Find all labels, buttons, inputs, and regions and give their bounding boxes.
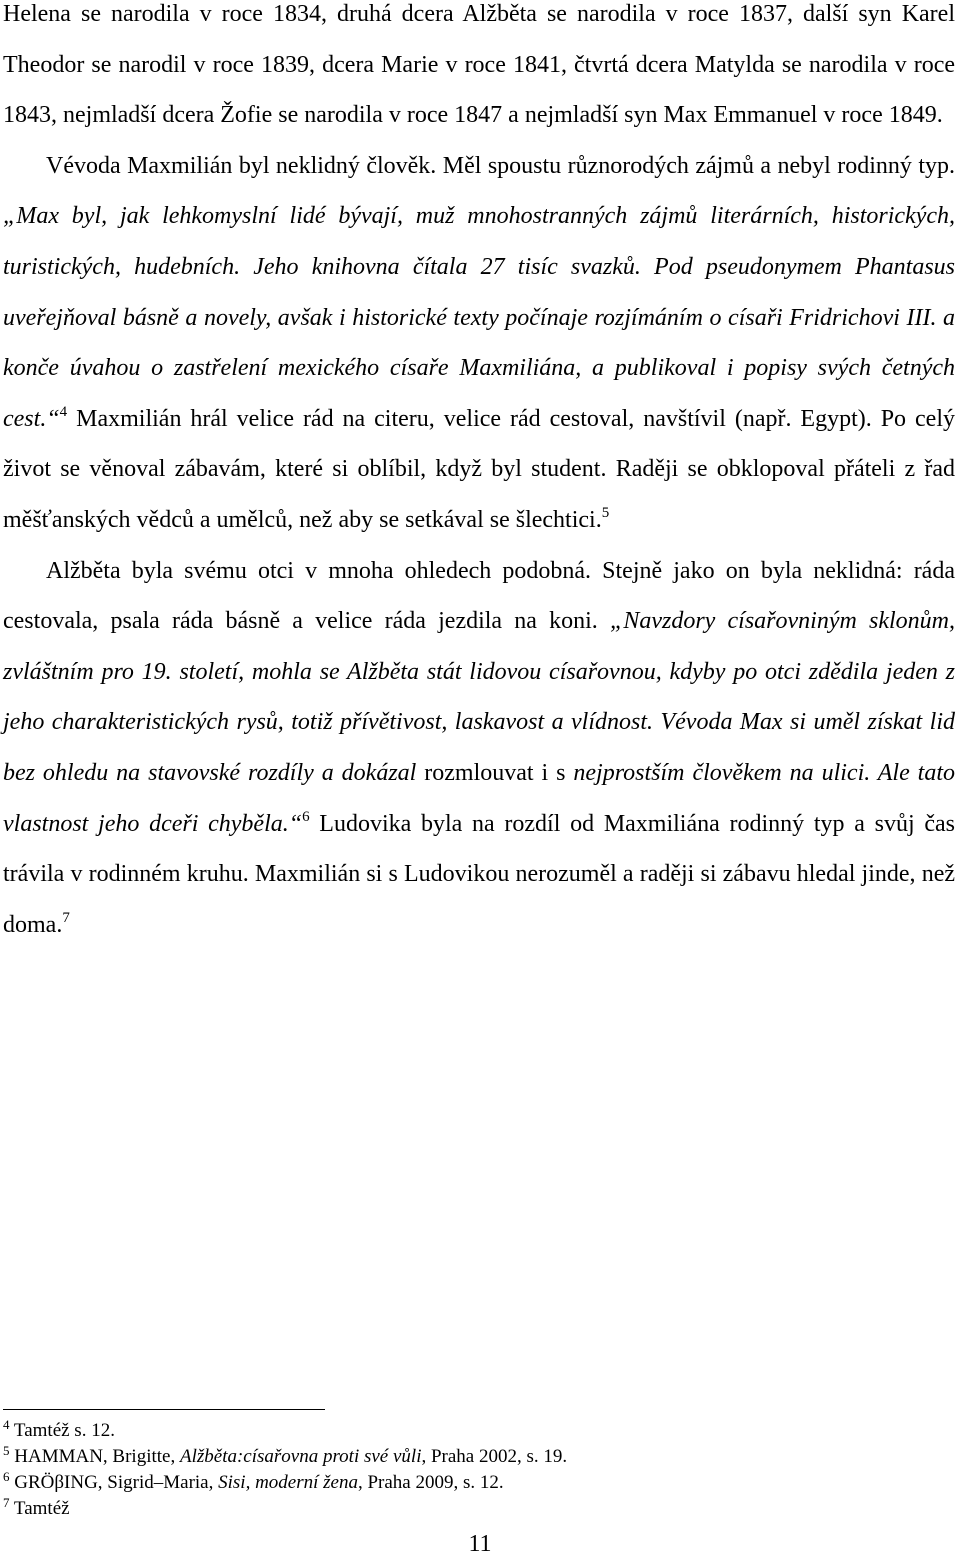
footnote xyxy=(3,1418,933,1444)
quotation: nejprostším člověkem na ulici. Ale tato vlastnost jeho dceři chyběla.“ xyxy=(3,759,955,837)
footnote-book-title: Sisi, moderní žena xyxy=(218,1472,358,1493)
footnote-text: GRÖβING, Sigrid–Maria, xyxy=(14,1472,219,1493)
footnotes xyxy=(3,1418,933,1522)
paragraph-text: Ludovika byla na rozdíl od Maxmiliána rodinný typ a svůj čas trávila v rodinném kruhu. Maxmilián si s Ludovikou nerozuměl a raději si zábavu hledal jinde, než doma. xyxy=(3,810,955,938)
quotation: „Max byl, jak lehkomyslní lidé bývají, muž mnohostranných zájmů literárních, historických, turistických, hudebních. Jeho knihovna čítala 27 tisíc svazků. Pod pseudonymem Phantasus uveřejňoval básně a novely, avšak i historické texty počínaje rozjímáním o císaři Fridrichovi III. a konče úvahou o zastřelení mexického císaře Maxmiliána, a publikoval i popisy svých četných cest.“ xyxy=(3,203,955,432)
paragraph xyxy=(3,141,955,546)
footnote-reference[interactable]: 6 xyxy=(302,808,310,825)
footnote xyxy=(3,1496,933,1522)
paragraph-text: Helena se narodila v roce 1834, druhá dcera Alžběta se narodila v roce 1837, další syn Karel Theodor se narodil v roce 1839, dcera Marie v roce 1841, čtvrtá dcera Matylda se narodila v roce 1843, nejmladší dcera Žofie se narodila v roce 1847 a nejmladší syn Max Emmanuel v roce 1849. xyxy=(3,1,955,129)
footnote-text: Tamtéž s. 12. xyxy=(13,1420,115,1441)
quotation: „Navzdory císařovniným sklonům, zvláštním pro 19. století, mohla se Alžběta stát lidovou císařovnou, kdyby po otci zdědila jeden z jeho charakteristických rysů, totiž přívětivost, laskavost a vlídnost. Vévoda Max si uměl získat lid bez ohledu na stavovské rozdíly a dokázal xyxy=(3,608,956,786)
paragraph xyxy=(3,0,955,141)
paragraph-text: Maxmilián hrál velice rád na citeru, velice rád cestoval, navštívil (např. Egypt). Po celý život se věnoval zábavám, které si oblíbil, když byl student. Raději se obklopoval přáteli z řad měšťanských vědců a umělců, než aby se setkával se šlechtici. xyxy=(3,405,955,533)
footnote-text: HAMMAN, Brigitte, xyxy=(14,1446,180,1467)
footnote-book-title: Alžběta:císařovna proti své vůli xyxy=(179,1446,422,1467)
footnote-text: , Praha 2002, s. 19. xyxy=(421,1446,568,1467)
quotation-upright-part: rozmlouvat i s xyxy=(416,759,574,786)
footnote-reference[interactable]: 4 xyxy=(59,403,68,420)
footnote-separator xyxy=(3,1409,325,1410)
page-number: 11 xyxy=(468,1531,492,1557)
footnote xyxy=(3,1444,933,1470)
body-text xyxy=(3,0,955,950)
paragraph-text: Alžběta byla svému otci v mnoha ohledech podobná. Stejně jako on byla neklidná: ráda cestovala, psala ráda básně a velice ráda jezdila na koni. xyxy=(3,557,955,635)
footnote xyxy=(3,1470,933,1496)
footnote-reference[interactable]: 7 xyxy=(62,909,70,926)
footnote-number: 5 xyxy=(3,1443,10,1458)
footnote-number: 6 xyxy=(3,1469,10,1484)
paragraph-text: Vévoda Maxmilián byl neklidný člověk. Měl spoustu různorodých zájmů a nebyl rodinný typ. xyxy=(46,152,955,179)
footnote-text: Tamtéž xyxy=(13,1498,70,1519)
paragraph xyxy=(3,546,955,951)
footnote-number: 7 xyxy=(3,1495,10,1510)
footnote-reference[interactable]: 5 xyxy=(601,504,610,521)
footnote-text: , Praha 2009, s. 12. xyxy=(357,1472,504,1493)
footnote-number: 4 xyxy=(3,1417,10,1432)
